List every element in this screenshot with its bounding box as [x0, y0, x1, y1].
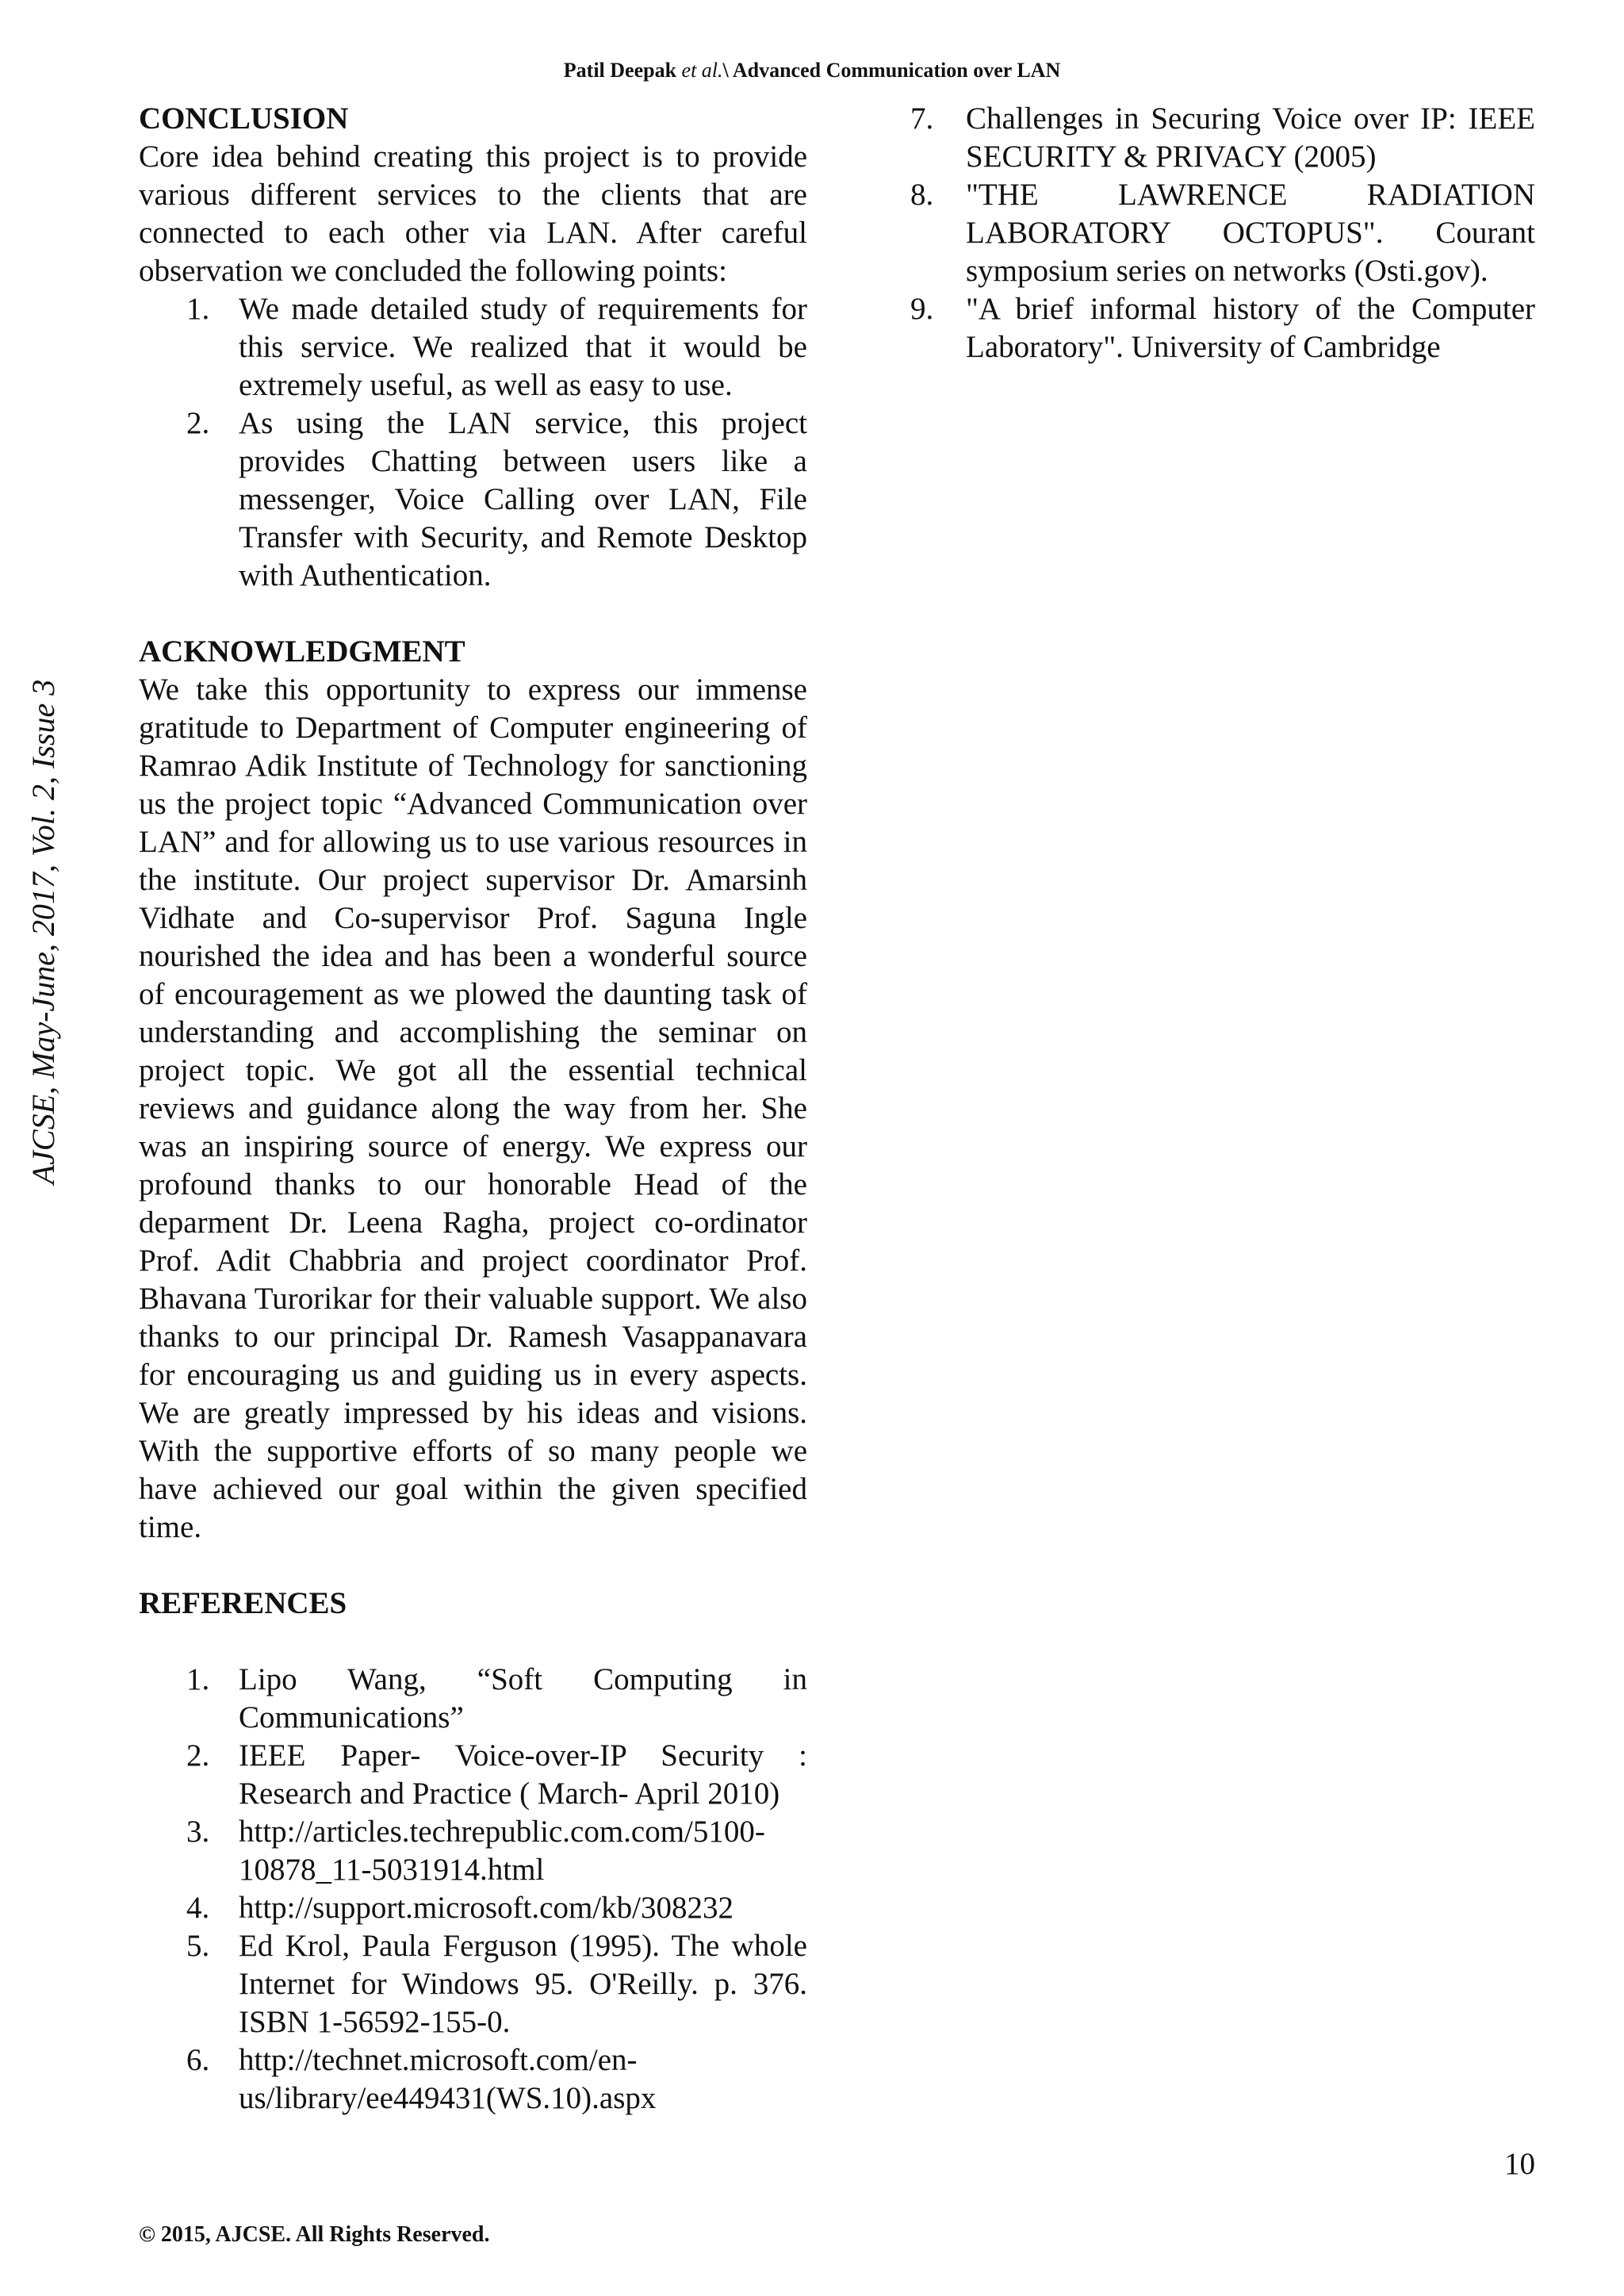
- reference-number: 2.: [186, 1738, 210, 1773]
- list-item-number: 1.: [186, 292, 210, 326]
- conclusion-section: [139, 100, 807, 595]
- header-etal: et al.: [681, 59, 723, 82]
- reference-text: "THE LAWRENCE RADIATION LABORATORY OCTOPUS". Courant symposium series on networks (Osti.gov).: [966, 178, 1535, 288]
- acknowledgment-heading: ACKNOWLEDGMENT: [139, 634, 465, 669]
- copyright-footer: © 2015, AJCSE. All Rights Reserved.: [139, 2222, 490, 2247]
- reference-text: Lipo Wang, “Soft Computing in Communications”: [239, 1662, 807, 1734]
- reference-number: 4.: [186, 1891, 210, 1925]
- conclusion-points: [139, 290, 807, 595]
- reference-number: 7.: [910, 102, 934, 136]
- page-number: 10: [1504, 2147, 1535, 2181]
- list-item-text: As using the LAN service, this project provides Chatting between users like a messenger, Voice Calling over LAN, File Transfer with Security, and Remote Desktop with Authentication.: [239, 406, 807, 592]
- reference-item: [910, 176, 1535, 290]
- acknowledgment-text: We take this opportunity to express our immense gratitude to Department of Computer engineering of Ramrao Adik Institute of Technology for sanctioning us the project topic “Advanced Communication over LAN” and for allowing us to use various resources in the institute. Our project supervisor Dr. Amarsinh Vidhate and Co-supervisor Prof. Saguna Ingle nourished the idea and has been a wonderful source of encouragement as we plowed the daunting task of understanding and accomplishing the seminar on project topic. We got all the essential technical reviews and guidance along the way from her. She was an inspiring source of energy. We express our profound thanks to our honorable Head of the deparment Dr. Leena Ragha, project co-ordinator Prof. Adit Chabbria and project coordinator Prof. Bhavana Turorikar for their valuable support. We also thanks to our principal Dr. Ramesh Vasappanavara for encouraging us and guiding us in every aspects. We are greatly impressed by his ideas and visions. With the supportive efforts of so many people we have achieved our goal within the given specified time.: [139, 673, 807, 1544]
- spacer: [139, 1547, 807, 1585]
- reference-item: [910, 100, 1535, 176]
- reference-link[interactable]: http://technet.microsoft.com/en-us/library/ee449431(WS.10).aspx: [239, 2043, 657, 2115]
- references-list-right: [910, 100, 1535, 366]
- reference-text: Challenges in Securing Voice over IP: IEEE SECURITY & PRIVACY (2005): [966, 102, 1535, 174]
- references-heading: REFERENCES: [139, 1586, 347, 1620]
- reference-link[interactable]: http://articles.techrepublic.com.com/5100-10878_11-5031914.html: [239, 1815, 765, 1887]
- reference-item: [139, 1889, 807, 1927]
- reference-text: IEEE Paper- Voice-over-IP Security : Research and Practice ( March- April 2010): [239, 1738, 807, 1811]
- spacer: [139, 595, 807, 633]
- references-section: [139, 1585, 807, 2118]
- header-authors: Patil Deepak: [563, 59, 677, 82]
- reference-item: [139, 1737, 807, 1813]
- journal-side-note: AJCSE, May-June, 2017, Vol. 2, Issue 3: [25, 679, 61, 1185]
- reference-number: 8.: [910, 178, 934, 212]
- header-separator: \: [722, 59, 729, 82]
- reference-number: 6.: [186, 2043, 210, 2077]
- reference-item: [139, 1661, 807, 1737]
- reference-number: 3.: [186, 1815, 210, 1849]
- conclusion-intro: Core idea behind creating this project is to provide various different services to the clients that are connected to each other via LAN. After careful observation we concluded the following points:: [139, 140, 807, 288]
- right-column: [910, 100, 1535, 366]
- reference-number: 1.: [186, 1662, 210, 1696]
- reference-text: "A brief informal history of the Computer Laboratory". University of Cambridge: [966, 292, 1535, 364]
- left-column: [139, 100, 807, 2118]
- reference-number: 9.: [910, 292, 934, 326]
- reference-link[interactable]: http://support.microsoft.com/kb/308232: [239, 1891, 733, 1925]
- running-head: [0, 57, 1624, 84]
- list-item: [139, 290, 807, 404]
- acknowledgment-section: [139, 633, 807, 1547]
- list-item: [139, 404, 807, 595]
- reference-item: [139, 1927, 807, 2041]
- reference-number: 5.: [186, 1929, 210, 1963]
- list-item-text: We made detailed study of requirements for this service. We realized that it would be extremely useful, as well as easy to use.: [239, 292, 807, 402]
- references-list-left: [139, 1661, 807, 2118]
- reference-item: [139, 2041, 807, 2118]
- spacer: [139, 1623, 807, 1661]
- reference-item: [139, 1813, 807, 1889]
- list-item-number: 2.: [186, 406, 210, 440]
- conclusion-heading: CONCLUSION: [139, 102, 349, 136]
- reference-text: Ed Krol, Paula Ferguson (1995). The whole Internet for Windows 95. O'Reilly. p. 376. ISBN 1-56592-155-0.: [239, 1929, 807, 2039]
- header-title: Advanced Communication over LAN: [732, 59, 1061, 82]
- reference-item: [910, 290, 1535, 366]
